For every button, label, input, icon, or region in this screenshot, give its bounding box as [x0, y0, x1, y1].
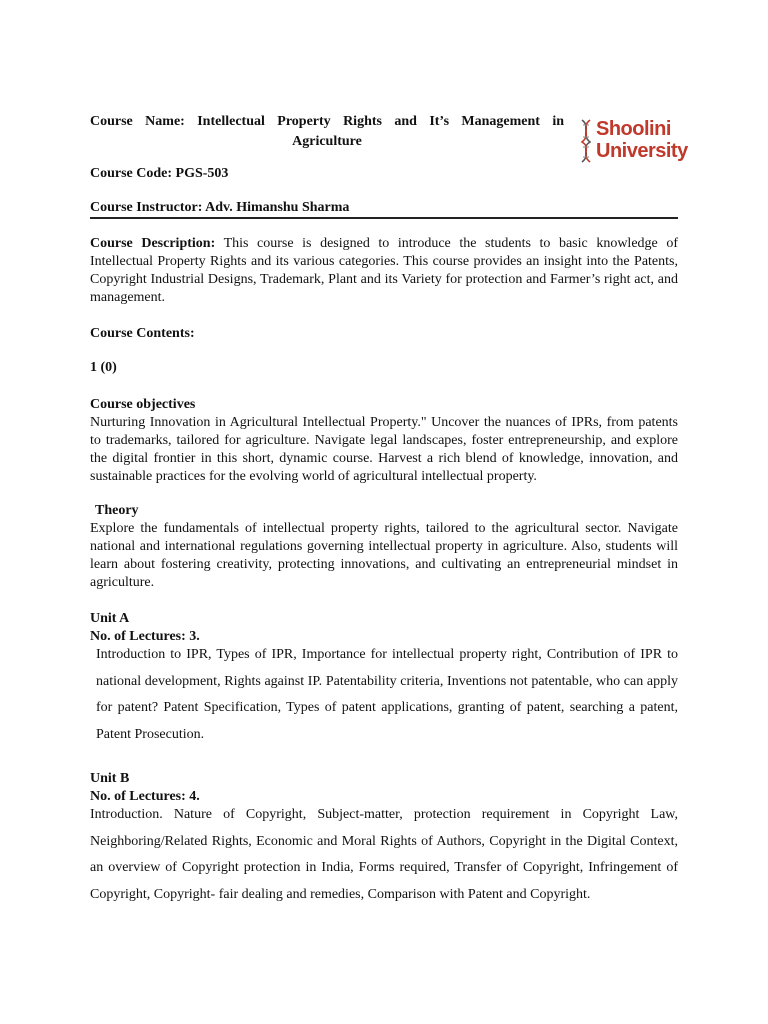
- description-label: Course Description:: [90, 236, 216, 251]
- unit-b-heading: Unit B: [90, 771, 130, 786]
- unit-b-text: Introduction. Nature of Copyright, Subject-matter, protection requirement in Copyright Law, Neighboring/Related Rights, Economic and Moral Rights of Authors, Copyright in the Digital Context, an overview of Copyright protection in India, Forms required, Transfer of Copyright, Infringement of Copyright, Copyright- fair dealing and remedies, Comparison with Patent and Copyright.: [90, 807, 678, 902]
- unit-a-lectures: No. of Lectures: 3.: [90, 629, 200, 644]
- university-logo: [578, 114, 688, 170]
- logo-line1: Shoolini: [596, 118, 671, 140]
- course-instructor: Course Instructor: Adv. Himanshu Sharma: [90, 200, 350, 215]
- header-divider: [90, 217, 678, 219]
- dna-helix-icon: [578, 118, 594, 164]
- course-code: Course Code: PGS-503: [90, 166, 229, 181]
- objectives-heading: Course objectives: [90, 397, 196, 412]
- course-name-label: Course Name:: [90, 114, 185, 129]
- objectives-text: Nurturing Innovation in Agricultural Intellectual Property." Uncover the nuances of IPRs, from patents to trademarks, tailored for agriculture. Navigate legal landscapes, foster entrepreneurship, and explore the digital frontier in this short, dynamic course. Harvest a rich blend of knowledge, innovation, and sustainable practices for the evolving world of agricultural intellectual property.: [90, 415, 678, 484]
- course-contents-heading: Course Contents:: [90, 326, 195, 341]
- course-name-value: Intellectual Property Rights and It’s Management in: [197, 114, 565, 129]
- theory-heading: Theory: [95, 503, 139, 518]
- unit-a-text: Introduction to IPR, Types of IPR, Importance for intellectual property right, Contribution of IPR to national development, Rights against IP. Patentability criteria, Inventions not patentable, who can apply for patent? Patent Specification, Types of patent applications, granting of patent, searching a patent, Patent Prosecution.: [96, 647, 678, 742]
- course-description: [90, 235, 678, 307]
- course-credits: 1 (0): [90, 360, 117, 375]
- unit-b-lectures: No. of Lectures: 4.: [90, 789, 200, 804]
- unit-a-heading: Unit A: [90, 611, 130, 626]
- logo-line2: University: [596, 140, 688, 162]
- theory-text: Explore the fundamentals of intellectual property rights, tailored to the agricultural sector. Navigate national and international regulations governing intellectual property in agriculture. Also, students will learn about fostering creativity, protecting innovations, and cultivating an entrepreneurial mindset in agriculture.: [90, 521, 678, 590]
- course-name-line1: [90, 112, 564, 132]
- course-name-line2: Agriculture: [292, 134, 362, 149]
- description-text: This course is designed to introduce the students to basic knowledge of Intellectual Property Rights and its various categories. This course provides an insight into the Patents, Copyright Industrial Designs, Trademark, Plant and its Variety for protection and Farmer’s right act, and management.: [90, 236, 678, 305]
